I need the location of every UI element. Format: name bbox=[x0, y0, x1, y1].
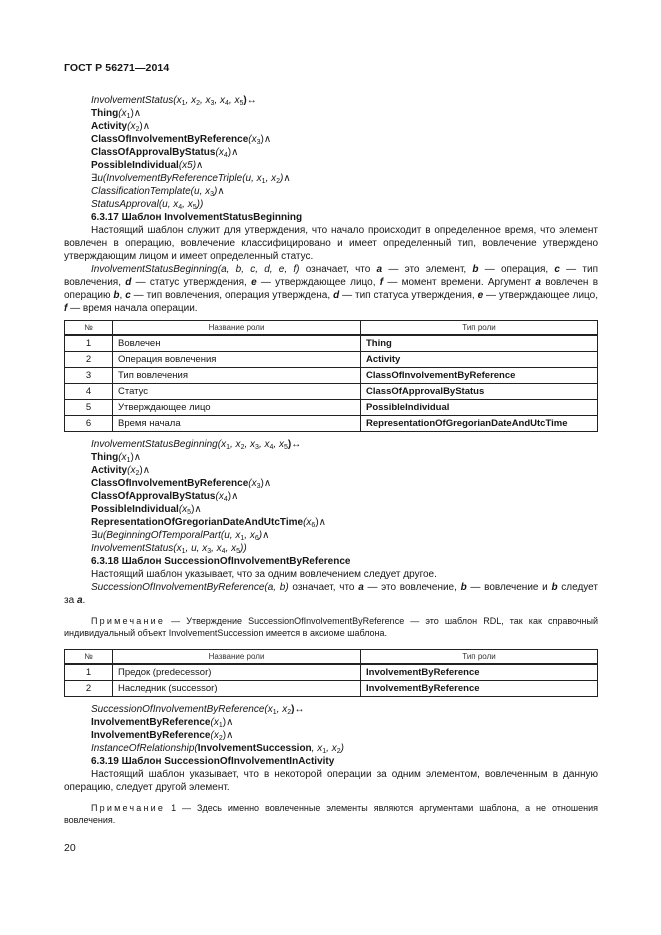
section-heading-6-3-19: 6.3.19 Шаблон SuccessionOfInvolvementInActivity bbox=[91, 756, 335, 767]
cell-role-type: Activity bbox=[361, 352, 598, 368]
formula-line: $Thing(x_1)\wedge$ bbox=[91, 452, 142, 464]
cell-number: 1 bbox=[65, 335, 113, 352]
cell-role-type: InvolvementByReference bbox=[361, 664, 598, 681]
formula-line: $ClassOfApprovalByStatus(x_4)\wedge$ bbox=[91, 147, 239, 159]
section-heading-6-3-17: 6.3.17 Шаблон InvolvementStatusBeginning bbox=[91, 212, 303, 223]
table-row bbox=[65, 416, 598, 432]
cell-number: 4 bbox=[65, 384, 113, 400]
column-header-role-type: Тип роли bbox=[361, 650, 598, 665]
formula-line: $InvolvementByReference(x_2)\wedge$ bbox=[91, 730, 234, 742]
table-row bbox=[65, 335, 598, 352]
cell-number: 3 bbox=[65, 368, 113, 384]
formula-line: ClassificationTemplate(u, $x_3)\wedge$ bbox=[91, 186, 225, 198]
column-header-number: № bbox=[65, 321, 113, 336]
formula-line: ∃u(BeginningOfTemporalPart(u, $x_1$, $x_6)\wedge$ bbox=[91, 530, 270, 542]
note: Примечание 1 — Здесь именно вовлеченные элементы являются аргументами шаблона, а не отношения вовлечения. bbox=[64, 803, 598, 825]
paragraph: InvolvementStatusBeginning(a, b, c, d, e, f) означает, что a — это элемент, b — операция, c — тип вовлечения, d — статус утверждения, e — утверждающее лицо, f — момент времени. Аргумент a вовлечен в операцию b, c — тип вовлечения, операция утверждена, d — тип статуса утверждения, e — утверждающее лицо, f — время начала операции. bbox=[64, 264, 599, 314]
table-header-row bbox=[65, 321, 598, 336]
cell-number: 5 bbox=[65, 400, 113, 416]
formula-line: $Thing(x_1)\wedge$ bbox=[91, 108, 142, 120]
page-content bbox=[64, 94, 598, 826]
cell-role-name: Наследник (successor) bbox=[113, 681, 361, 697]
cell-role-name: Предок (predecessor) bbox=[113, 664, 361, 681]
cell-number: 6 bbox=[65, 416, 113, 432]
cell-role-name: Утверждающее лицо bbox=[113, 400, 361, 416]
formula-line: $PossibleIndividual(x_5)\wedge$ bbox=[91, 504, 202, 516]
table-row bbox=[65, 384, 598, 400]
formula-block-succession-of-involvement bbox=[64, 703, 598, 755]
cell-role-type: ClassOfApprovalByStatus bbox=[361, 384, 598, 400]
column-header-role-type: Тип роли bbox=[361, 321, 598, 336]
paragraph: SuccessionOfInvolvementByReference(a, b) означает, что a — это вовлечение, b — вовлечение и b следует за a. bbox=[64, 582, 598, 606]
formula-line: $InvolvementByReference(x_1)\wedge$ bbox=[91, 717, 234, 729]
table-row bbox=[65, 681, 598, 697]
standard-header: ГОСТ Р 56271—2014 bbox=[64, 62, 170, 74]
cell-role-type: Thing bbox=[361, 335, 598, 352]
table-row bbox=[65, 400, 598, 416]
formula-line: $InvolvementStatusBeginning(x_1$, $x_2$, $x_3$, $x_4$, $x_5)\leftrightarrow$ bbox=[91, 439, 302, 451]
cell-role-name: Статус bbox=[113, 384, 361, 400]
cell-role-type: ClassOfInvolvementByReference bbox=[361, 368, 598, 384]
cell-role-name: Вовлечен bbox=[113, 335, 361, 352]
note: Примечание — Утверждение SuccessionOfInvolvementByReference — это шаблон RDL, так как справочный индивидуальный объект InvolvementSuccession имеется в аксиоме шаблона. bbox=[64, 616, 598, 638]
formula-line: $ClassOfInvolvementByReference(x_3)\wedge$ bbox=[91, 478, 272, 490]
formula-line: $InvolvementStatus(x_1$, $x_2$, $x_3$, $x_4$, $x_5)\leftrightarrow$ bbox=[91, 95, 257, 107]
table-row bbox=[65, 352, 598, 368]
formula-line: $InvolvementStatus(x_1$, u, $x_3$, $x_4$, $x_5$)) bbox=[91, 543, 247, 555]
paragraph: Настоящий шаблон служит для утверждения, что начало происходит в определенное время, что элемент вовлечен в операцию, вовлечение классифицировано и имеет определенный тип, вовлечение утверждено утверждающим лицом и имеет определенный статус. bbox=[64, 225, 598, 262]
cell-role-name: Время начала bbox=[113, 416, 361, 432]
formula-line: $ClassOfInvolvementByReference(x_3)\wedge$ bbox=[91, 134, 272, 146]
formula-line: $Activity(x_2)\wedge$ bbox=[91, 465, 151, 477]
formula-line: InstanceOfRelationship(InvolvementSuccession, $x_1$, $x_2$) bbox=[91, 743, 344, 755]
formula-block-involvement-status bbox=[64, 94, 598, 211]
formula-line: $ClassOfApprovalByStatus(x_4)\wedge$ bbox=[91, 491, 239, 503]
page-number: 20 bbox=[64, 842, 76, 854]
formula-line: PossibleIndividual(x5)∧ bbox=[91, 160, 204, 171]
paragraph: Настоящий шаблон указывает, что за одним вовлечением следует другое. bbox=[91, 569, 437, 580]
formula-line: StatusApproval(u, $x_4$, $x_5$)) bbox=[91, 199, 204, 211]
formula-line: ∃u(InvolvementByReferenceTriple(u, $x_1$, $x_2)\wedge$ bbox=[91, 173, 291, 185]
table-row bbox=[65, 664, 598, 681]
formula-line: $RepresentationOfGregorianDateAndUtcTime(x_6)\wedge$ bbox=[91, 517, 326, 529]
formula-block-involvement-status-beginning bbox=[64, 438, 598, 555]
cell-role-name: Тип вовлечения bbox=[113, 368, 361, 384]
cell-role-type: InvolvementByReference bbox=[361, 681, 598, 697]
table-header-row bbox=[65, 650, 598, 665]
column-header-role-name: Название роли bbox=[113, 650, 361, 665]
cell-number: 2 bbox=[65, 681, 113, 697]
formula-line: $SuccessionOfInvolvementByReference(x_1$, $x_2)\leftrightarrow$ bbox=[91, 704, 305, 716]
cell-role-type: RepresentationOfGregorianDateAndUtcTime bbox=[361, 416, 598, 432]
table-row bbox=[65, 368, 598, 384]
cell-number: 1 bbox=[65, 664, 113, 681]
cell-role-type: PossibleIndividual bbox=[361, 400, 598, 416]
roles-table-succession-of-involvement bbox=[64, 649, 598, 697]
cell-role-name: Операция вовлечения bbox=[113, 352, 361, 368]
cell-number: 2 bbox=[65, 352, 113, 368]
formula-line: $Activity(x_2)\wedge$ bbox=[91, 121, 151, 133]
roles-table-involvement-status-beginning bbox=[64, 320, 598, 432]
column-header-role-name: Название роли bbox=[113, 321, 361, 336]
paragraph: Настоящий шаблон указывает, что в некоторой операции за одним элементом, вовлеченным в данную операцию, следует другой элемент. bbox=[64, 769, 598, 793]
column-header-number: № bbox=[65, 650, 113, 665]
section-heading-6-3-18: 6.3.18 Шаблон SuccessionOfInvolvementByReference bbox=[91, 556, 351, 567]
